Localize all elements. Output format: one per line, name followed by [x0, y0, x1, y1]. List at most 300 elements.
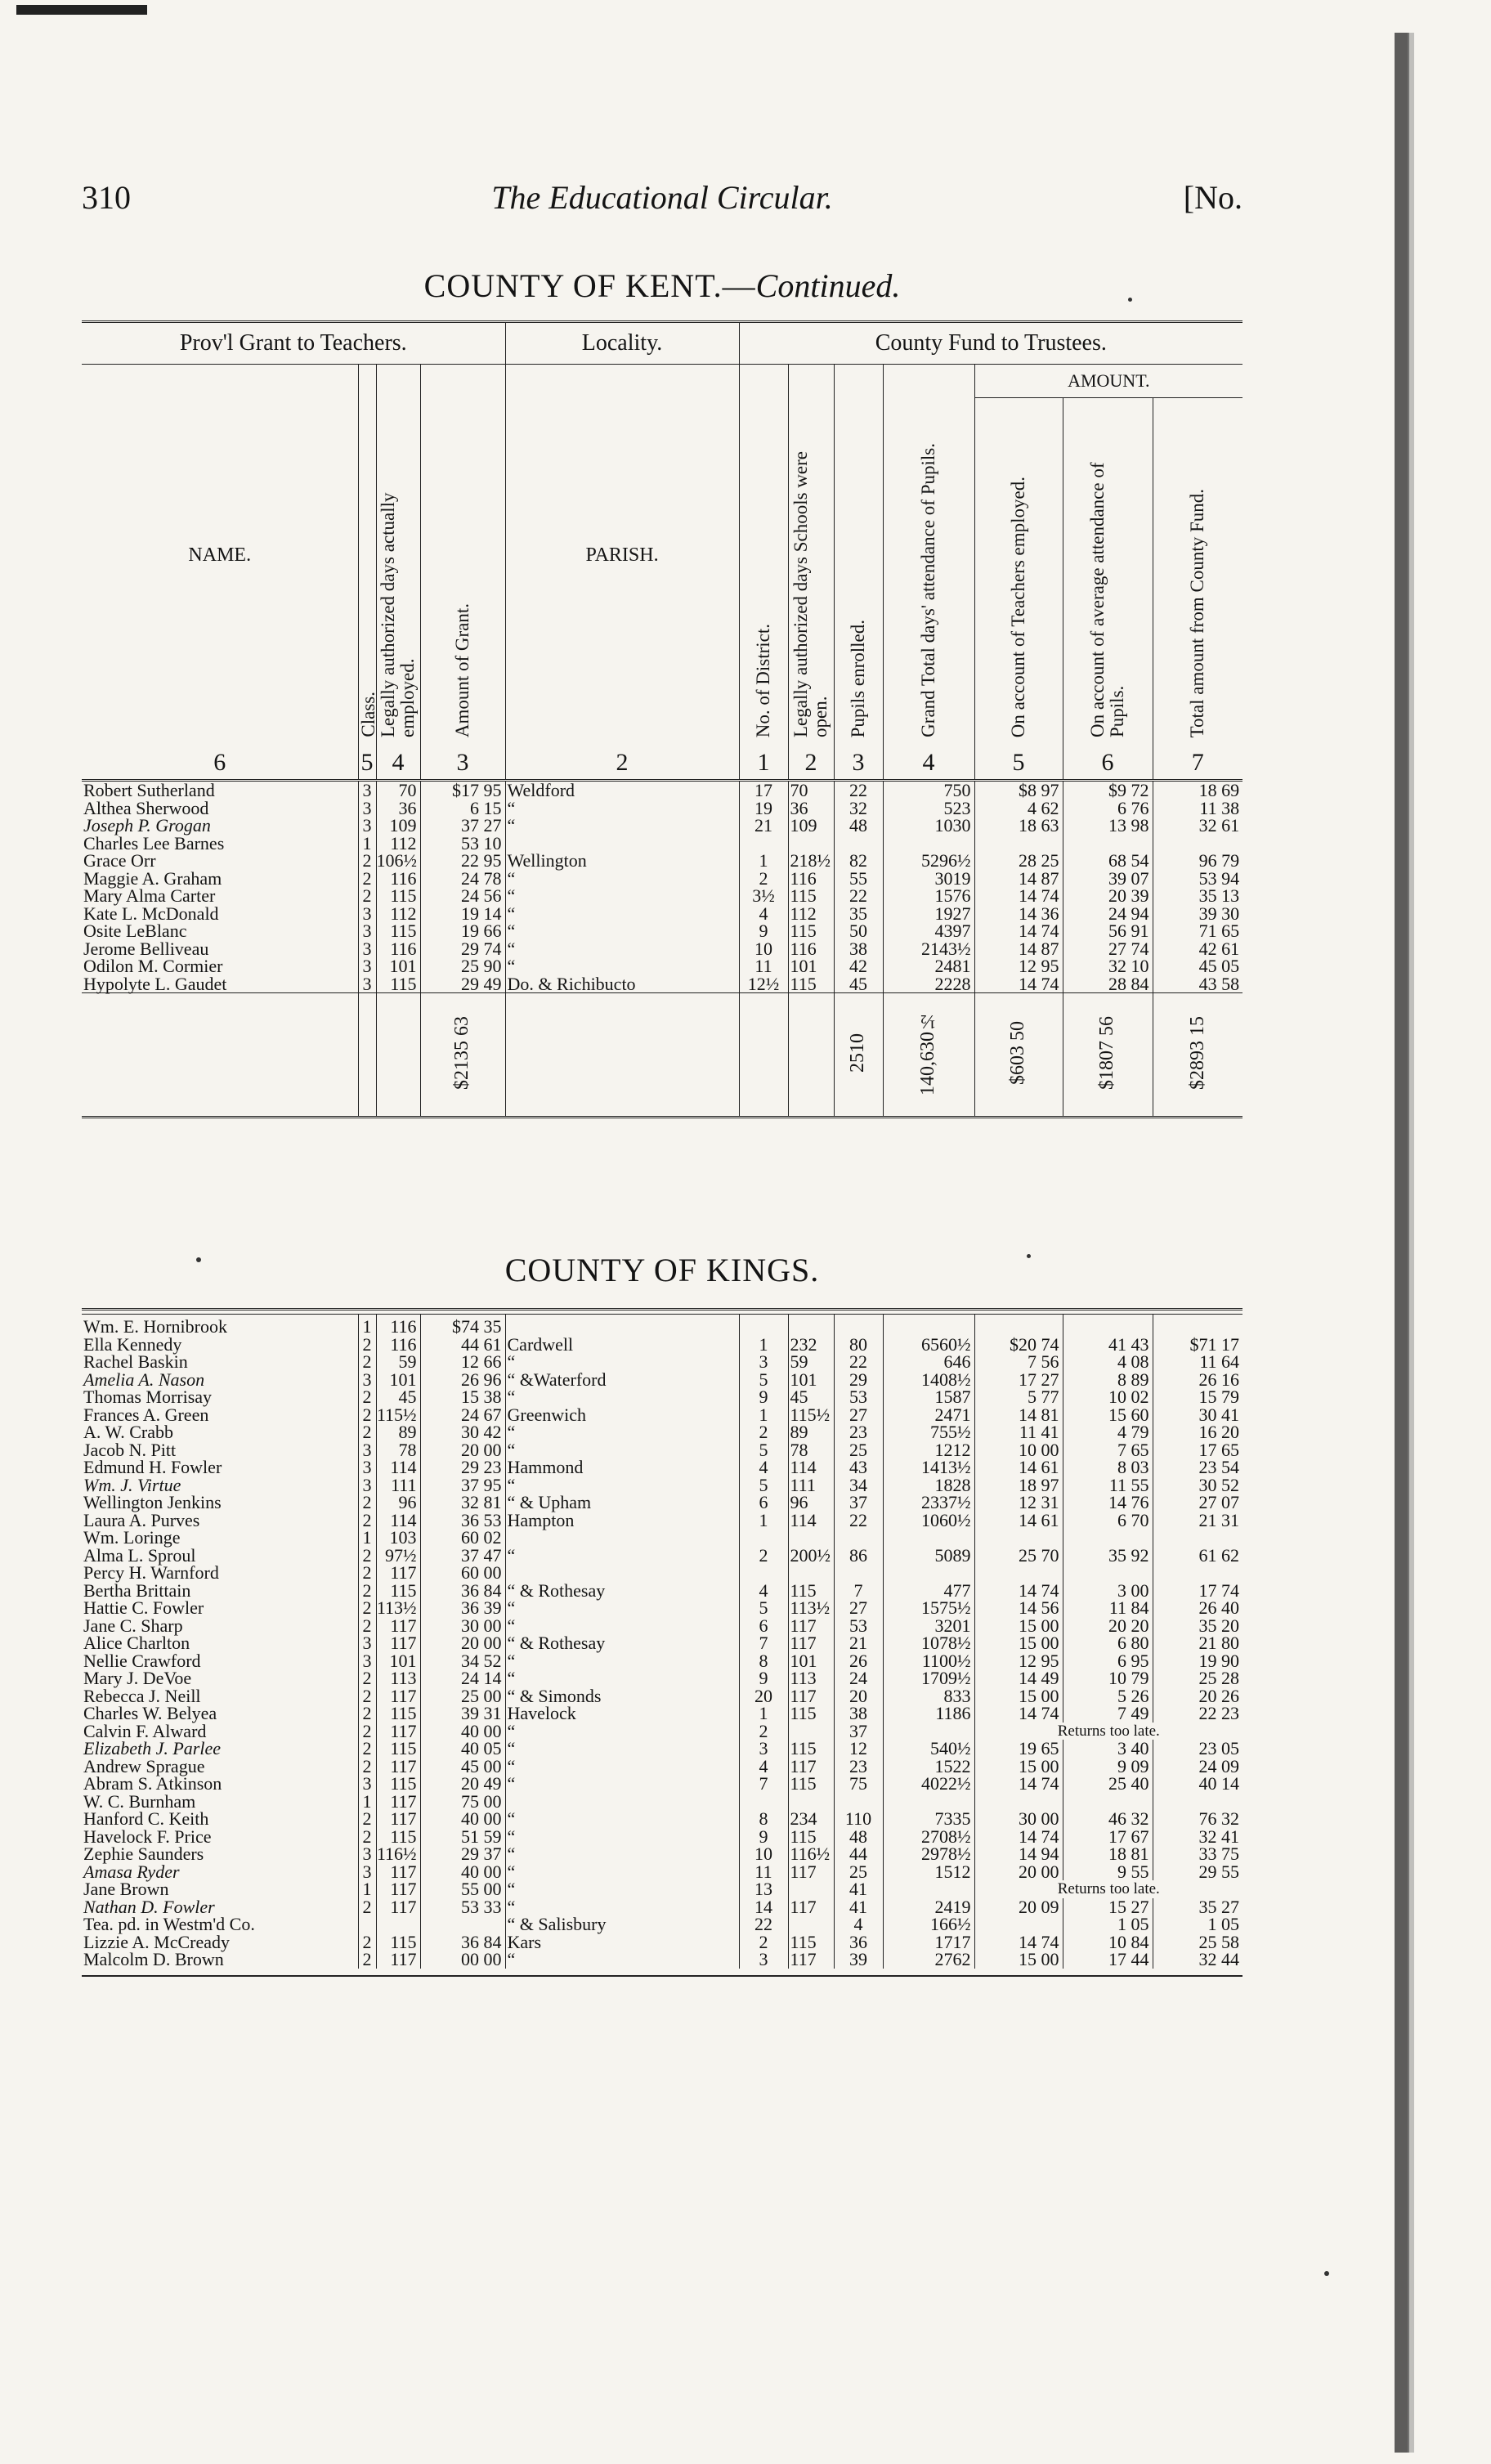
cell-days: 115: [376, 1933, 420, 1951]
cell-att: 24 94: [1063, 905, 1153, 923]
cell-att: 5 26: [1063, 1687, 1153, 1705]
cell-open: 115: [788, 975, 834, 993]
teacher-name: Percy H. Warnford: [83, 1562, 219, 1583]
cell-days: 116½: [376, 1845, 420, 1863]
cell-parish: “: [505, 870, 739, 888]
cell-pupils: 55: [834, 870, 883, 888]
cell-grant: 29 37: [420, 1845, 505, 1863]
cell-days: 112: [376, 905, 420, 923]
cell-teach: [974, 1793, 1063, 1811]
cell-dist: 10: [739, 1845, 788, 1863]
cell-dist: 1: [739, 1705, 788, 1723]
colnum-8: 3: [834, 746, 883, 781]
table-row: [82, 1652, 1242, 1670]
cell-total: 166½: [883, 1915, 974, 1933]
teacher-name: Andrew Sprague: [83, 1755, 205, 1776]
cell-teach: [974, 1315, 1063, 1336]
cell-grant: 36 39: [420, 1599, 505, 1617]
cell-fund: 1 05: [1153, 1915, 1242, 1933]
total-teachers: $603 50: [1007, 1021, 1029, 1086]
cell-dist: 4: [739, 1458, 788, 1476]
teacher-name: Wm. J. Virtue: [83, 1474, 181, 1495]
table-row: [82, 1388, 1242, 1406]
cell-att: 4 08: [1063, 1353, 1153, 1371]
cell-att: 15 60: [1063, 1406, 1153, 1424]
teacher-name: Amelia A. Nason: [83, 1369, 205, 1390]
cell-days: 116: [376, 1336, 420, 1354]
cell-days: 115: [376, 887, 420, 905]
cell-pupils: 23: [834, 1758, 883, 1776]
cell-days: 115: [376, 1582, 420, 1600]
cell-open: 59: [788, 1353, 834, 1371]
cell-cls: 2: [358, 1336, 376, 1354]
cell-pupils: 86: [834, 1547, 883, 1565]
cell-total: 1717: [883, 1933, 974, 1951]
cell-fund: 25 58: [1153, 1933, 1242, 1951]
cell-dist: 9: [739, 1669, 788, 1687]
cell-fund: 15 79: [1153, 1388, 1242, 1406]
cell-teach: 14 74: [974, 1933, 1063, 1951]
teacher-name: Maggie A. Graham: [83, 867, 222, 889]
cell-fund: 39 30: [1153, 905, 1242, 923]
table-row: [82, 1669, 1242, 1687]
cell-fund: 76 32: [1153, 1810, 1242, 1828]
cell-fund: 23 05: [1153, 1740, 1242, 1758]
cell-parish: Kars: [505, 1933, 739, 1951]
cell-parish: “ & Rothesay: [505, 1634, 739, 1652]
table-row: [82, 975, 1242, 993]
returns-late-note: Returns too late.: [974, 1880, 1242, 1898]
cell-total: [883, 1880, 974, 1898]
table-row: [82, 835, 1242, 853]
table-row: [82, 1634, 1242, 1652]
cell-pupils: 80: [834, 1336, 883, 1354]
total-county-fund: $2893 15: [1186, 1016, 1208, 1091]
cell-att: 3 40: [1063, 1740, 1153, 1758]
cell-open: 101: [788, 1652, 834, 1670]
teacher-name: Hanford C. Keith: [83, 1808, 209, 1829]
cell-dist: 7: [739, 1775, 788, 1793]
total-attendance: 140,630½: [917, 1010, 939, 1096]
header-total-county-text: Total amount from County Fund.: [1187, 488, 1208, 737]
cell-pupils: 4: [834, 1915, 883, 1933]
teacher-name: Zephie Saunders: [83, 1844, 204, 1864]
teacher-name: Osite LeBlanc: [83, 921, 187, 941]
cell-open: [788, 1315, 834, 1336]
cell-att: 9 09: [1063, 1758, 1153, 1776]
cell-att: 46 32: [1063, 1810, 1153, 1828]
cell-open: 115½: [788, 1406, 834, 1424]
cell-pupils: 82: [834, 852, 883, 870]
cell-teach: 19 65: [974, 1740, 1063, 1758]
cell-pupils: [834, 1564, 883, 1582]
cell-cls: 3: [358, 781, 376, 800]
cell-open: 36: [788, 800, 834, 818]
cell-days: 45: [376, 1388, 420, 1406]
cell-parish: “: [505, 1476, 739, 1494]
cell-fund: 35 20: [1153, 1617, 1242, 1635]
cell-days: 97½: [376, 1547, 420, 1565]
cell-att: $9 72: [1063, 781, 1153, 800]
table-row: [82, 870, 1242, 888]
cell-grant: 55 00: [420, 1880, 505, 1898]
cell-days: 113: [376, 1669, 420, 1687]
cell-teach: 14 56: [974, 1599, 1063, 1617]
cell-cls: 2: [358, 887, 376, 905]
cell-att: 7 65: [1063, 1441, 1153, 1459]
cell-grant: 24 56: [420, 887, 505, 905]
cell-cls: 3: [358, 1845, 376, 1863]
header-days-open-text: Legally authorized days Schools were open.: [790, 451, 831, 737]
cell-days: 115: [376, 1828, 420, 1846]
cell-open: 117: [788, 1617, 834, 1635]
cell-parish: “: [505, 1880, 739, 1898]
cell-grant: 40 00: [420, 1863, 505, 1881]
cell-days: 115: [376, 1775, 420, 1793]
speck: [1324, 2271, 1329, 2276]
table-row: [82, 1336, 1242, 1354]
cell-fund: 71 65: [1153, 922, 1242, 940]
cell-days: 106½: [376, 852, 420, 870]
cell-grant: 39 31: [420, 1705, 505, 1723]
cell-cls: [358, 1915, 376, 1933]
cell-teach: 4 62: [974, 800, 1063, 818]
cell-fund: 26 40: [1153, 1599, 1242, 1617]
cell-pupils: 37: [834, 1723, 883, 1740]
cell-open: 116: [788, 940, 834, 958]
cell-pupils: 22: [834, 1512, 883, 1530]
cell-total: 755½: [883, 1423, 974, 1441]
teacher-name: Calvin F. Alward: [83, 1720, 207, 1741]
cell-cls: 2: [358, 870, 376, 888]
cell-pupils: 42: [834, 957, 883, 975]
cell-grant: 34 52: [420, 1652, 505, 1670]
cell-fund: 32 61: [1153, 817, 1242, 835]
cell-total: 1408½: [883, 1371, 974, 1389]
cell-days: 117: [376, 1634, 420, 1652]
cell-fund: [1153, 835, 1242, 853]
teacher-name: Jacob N. Pitt: [83, 1439, 177, 1460]
teacher-name: Nathan D. Fowler: [83, 1896, 215, 1917]
kings-bottom-rule: [82, 1969, 1242, 1976]
cell-teach: 25 70: [974, 1547, 1063, 1565]
cell-att: 18 81: [1063, 1845, 1153, 1863]
cell-pupils: 36: [834, 1933, 883, 1951]
cell-grant: 20 00: [420, 1441, 505, 1459]
teacher-name: Charles W. Belyea: [83, 1703, 217, 1723]
cell-fund: [1153, 1529, 1242, 1547]
cell-pupils: 24: [834, 1669, 883, 1687]
cell-open: 117: [788, 1863, 834, 1881]
cell-dist: [739, 1793, 788, 1811]
cell-parish: Do. & Richibucto: [505, 975, 739, 993]
cell-fund: 11 64: [1153, 1353, 1242, 1371]
table-row: [82, 922, 1242, 940]
cell-pupils: 27: [834, 1406, 883, 1424]
cell-open: 112: [788, 905, 834, 923]
teacher-name: W. C. Burnham: [83, 1790, 196, 1812]
cell-teach: [974, 835, 1063, 853]
cell-att: 10 02: [1063, 1388, 1153, 1406]
cell-att: 8 03: [1063, 1458, 1153, 1476]
cell-att: 35 92: [1063, 1547, 1153, 1565]
header-prov-grant: Prov'l Grant to Teachers.: [82, 322, 505, 365]
cell-parish: “: [505, 1845, 739, 1863]
cell-teach: 15 00: [974, 1634, 1063, 1652]
cell-open: 117: [788, 1898, 834, 1916]
cell-teach: 14 61: [974, 1458, 1063, 1476]
cell-days: [376, 1915, 420, 1933]
cell-att: 25 40: [1063, 1775, 1153, 1793]
cell-total: 1212: [883, 1441, 974, 1459]
cell-att: 41 43: [1063, 1336, 1153, 1354]
cell-grant: 40 05: [420, 1740, 505, 1758]
cell-pupils: 43: [834, 1458, 883, 1476]
cell-dist: [739, 1564, 788, 1582]
cell-parish: [505, 1793, 739, 1811]
table-row: [82, 1933, 1242, 1951]
table-row: [82, 1758, 1242, 1776]
cell-parish: “ &Waterford: [505, 1371, 739, 1389]
cell-pupils: 25: [834, 1441, 883, 1459]
cell-cls: 2: [358, 1617, 376, 1635]
cell-fund: $71 17: [1153, 1336, 1242, 1354]
cell-parish: “: [505, 1652, 739, 1670]
cell-fund: 35 27: [1153, 1898, 1242, 1916]
cell-pupils: 41: [834, 1898, 883, 1916]
total-teachers-cell: [974, 993, 1063, 1118]
cell-cls: 1: [358, 1880, 376, 1898]
cell-parish: Cardwell: [505, 1336, 739, 1354]
cell-fund: [1153, 1564, 1242, 1582]
cell-fund: 32 44: [1153, 1951, 1242, 1969]
cell-parish: “: [505, 887, 739, 905]
cell-fund: 33 75: [1153, 1845, 1242, 1863]
colnum-5: 2: [505, 746, 739, 781]
cell-parish: “: [505, 1775, 739, 1793]
cell-grant: 44 61: [420, 1336, 505, 1354]
cell-total: 2471: [883, 1406, 974, 1424]
cell-days: 117: [376, 1564, 420, 1582]
cell-days: 113½: [376, 1599, 420, 1617]
cell-dist: 20: [739, 1687, 788, 1705]
cell-att: 10 79: [1063, 1669, 1153, 1687]
cell-teach: 14 36: [974, 905, 1063, 923]
cell-att: 28 84: [1063, 975, 1153, 993]
cell-total: [883, 1793, 974, 1811]
cell-cls: 2: [358, 1564, 376, 1582]
cell-total: 2708½: [883, 1828, 974, 1846]
cell-total: 2228: [883, 975, 974, 993]
cell-dist: 6: [739, 1494, 788, 1512]
cell-dist: 11: [739, 1863, 788, 1881]
cell-parish: [505, 835, 739, 853]
cell-grant: 12 66: [420, 1353, 505, 1371]
cell-cls: 2: [358, 1388, 376, 1406]
cell-cls: 2: [358, 1669, 376, 1687]
cell-parish: “: [505, 1353, 739, 1371]
cell-teach: 20 09: [974, 1898, 1063, 1916]
table-row: [82, 1863, 1242, 1881]
teacher-name: Lizzie A. McCready: [83, 1931, 230, 1952]
table-row: [82, 1951, 1242, 1969]
cell-parish: “ & Upham: [505, 1494, 739, 1512]
cell-open: 116: [788, 870, 834, 888]
cell-total: 2481: [883, 957, 974, 975]
cell-days: 117: [376, 1810, 420, 1828]
cell-grant: [420, 1915, 505, 1933]
cell-teach: 7 56: [974, 1353, 1063, 1371]
cell-teach: 14 74: [974, 922, 1063, 940]
cell-open: 115: [788, 1740, 834, 1758]
cell-parish: “: [505, 1599, 739, 1617]
cell-pupils: 22: [834, 887, 883, 905]
teacher-name: Hattie C. Fowler: [83, 1597, 204, 1618]
cell-pupils: 38: [834, 1705, 883, 1723]
cell-fund: 26 16: [1153, 1371, 1242, 1389]
cell-grant: 36 53: [420, 1512, 505, 1530]
cell-cls: 3: [358, 817, 376, 835]
cell-teach: $8 97: [974, 781, 1063, 800]
table-row: [82, 1476, 1242, 1494]
cell-open: 117: [788, 1634, 834, 1652]
cell-pupils: 7: [834, 1582, 883, 1600]
total-pupils-cell: [834, 993, 883, 1118]
cell-dist: 21: [739, 817, 788, 835]
teacher-name: A. W. Crabb: [83, 1422, 173, 1442]
header-amount: AMOUNT.: [974, 365, 1242, 398]
cell-cls: 2: [358, 1512, 376, 1530]
cell-total: 1576: [883, 887, 974, 905]
cell-teach: 20 00: [974, 1863, 1063, 1881]
header-days-employed: [376, 365, 420, 747]
cell-pupils: 29: [834, 1371, 883, 1389]
cell-dist: 8: [739, 1652, 788, 1670]
cell-fund: 21 80: [1153, 1634, 1242, 1652]
cell-open: 96: [788, 1494, 834, 1512]
cell-pupils: [834, 1315, 883, 1336]
cell-days: 115: [376, 975, 420, 993]
cell-parish: Hammond: [505, 1458, 739, 1476]
cell-teach: 10 00: [974, 1441, 1063, 1459]
cell-att: [1063, 1529, 1153, 1547]
cell-cls: 2: [358, 1705, 376, 1723]
cell-grant: 24 14: [420, 1669, 505, 1687]
header-amount-grant-text: Amount of Grant.: [451, 603, 472, 737]
cell-total: 1575½: [883, 1599, 974, 1617]
cell-total: [883, 835, 974, 853]
cell-teach: 15 00: [974, 1617, 1063, 1635]
cell-days: 117: [376, 1863, 420, 1881]
cell-parish: “: [505, 1423, 739, 1441]
header-district-text: No. of District.: [752, 623, 773, 737]
teacher-name: Jane C. Sharp: [83, 1615, 183, 1636]
cell-days: 96: [376, 1494, 420, 1512]
header-pupils: [834, 365, 883, 747]
cell-grant: 24 78: [420, 870, 505, 888]
cell-att: 27 74: [1063, 940, 1153, 958]
teacher-name: Hypolyte L. Gaudet: [83, 973, 227, 994]
colnum-1: 6: [82, 746, 358, 781]
teacher-name: Malcolm D. Brown: [83, 1949, 224, 1969]
cell-pupils: 50: [834, 922, 883, 940]
cell-grant: 40 00: [420, 1810, 505, 1828]
cell-dist: 11: [739, 957, 788, 975]
cell-grant: 24 67: [420, 1406, 505, 1424]
cell-cls: 3: [358, 957, 376, 975]
cell-teach: [974, 1564, 1063, 1582]
cell-days: 36: [376, 800, 420, 818]
cell-dist: 1: [739, 852, 788, 870]
table-row: [82, 1371, 1242, 1389]
colnum-2: 5: [358, 746, 376, 781]
cell-att: 39 07: [1063, 870, 1153, 888]
cell-total: [883, 1315, 974, 1336]
cell-cls: 3: [358, 1371, 376, 1389]
cell-att: 7 49: [1063, 1705, 1153, 1723]
header-amount-grant: [420, 365, 505, 747]
cell-parish: Weldford: [505, 781, 739, 800]
cell-pupils: 41: [834, 1880, 883, 1898]
cell-att: 6 95: [1063, 1652, 1153, 1670]
table-row: [82, 781, 1242, 800]
cell-att: 32 10: [1063, 957, 1153, 975]
table-row: [82, 800, 1242, 818]
header-on-teachers: [974, 398, 1063, 747]
cell-grant: 00 00: [420, 1951, 505, 1969]
cell-days: 70: [376, 781, 420, 800]
cell-fund: 35 13: [1153, 887, 1242, 905]
cell-parish: “: [505, 1828, 739, 1846]
cell-parish: “: [505, 1669, 739, 1687]
cell-dist: 9: [739, 1828, 788, 1846]
cell-teach: 15 00: [974, 1758, 1063, 1776]
cell-cls: 2: [358, 1740, 376, 1758]
cell-teach: [974, 1529, 1063, 1547]
header-days-employed-text: Legally authorized days actually employed.: [377, 492, 418, 737]
cell-total: 1100½: [883, 1652, 974, 1670]
cell-days: 115: [376, 1740, 420, 1758]
teacher-name: Kate L. McDonald: [83, 903, 219, 924]
cell-fund: 25 28: [1153, 1669, 1242, 1687]
cell-teach: 14 87: [974, 940, 1063, 958]
cell-open: 114: [788, 1458, 834, 1476]
cell-pupils: 22: [834, 781, 883, 800]
cell-teach: 14 74: [974, 1775, 1063, 1793]
cell-days: 117: [376, 1951, 420, 1969]
cell-total: 1078½: [883, 1634, 974, 1652]
cell-pupils: [834, 1529, 883, 1547]
cell-total: 540½: [883, 1740, 974, 1758]
cell-dist: 5: [739, 1441, 788, 1459]
cell-teach: 15 00: [974, 1687, 1063, 1705]
cell-cls: 2: [358, 852, 376, 870]
cell-open: 101: [788, 1371, 834, 1389]
cell-cls: 3: [358, 1634, 376, 1652]
cell-open: 89: [788, 1423, 834, 1441]
cell-open: 101: [788, 957, 834, 975]
cell-total: 7335: [883, 1810, 974, 1828]
cell-open: 78: [788, 1441, 834, 1459]
cell-dist: 2: [739, 1547, 788, 1565]
cell-total: 2419: [883, 1898, 974, 1916]
cell-fund: [1153, 1793, 1242, 1811]
cell-att: 6 70: [1063, 1512, 1153, 1530]
cell-teach: 14 87: [974, 870, 1063, 888]
cell-pupils: 27: [834, 1599, 883, 1617]
cell-cls: 2: [358, 1828, 376, 1846]
cell-open: 115: [788, 887, 834, 905]
